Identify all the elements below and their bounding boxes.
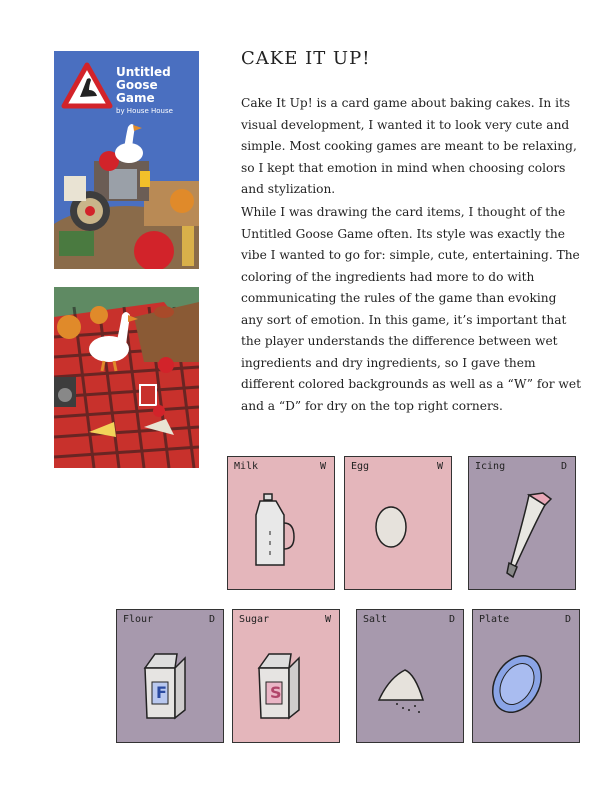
card-tag: W: [324, 614, 331, 625]
card-icing: [468, 456, 576, 590]
card-tag: D: [560, 461, 567, 472]
article-title: CAKE IT UP!: [241, 48, 371, 69]
card-tag: D: [448, 614, 455, 625]
card-salt: [356, 609, 464, 743]
card-flour: [116, 609, 224, 743]
card-name: Milk: [234, 461, 259, 472]
paragraph-style: While I was drawing the card items, I thought of the Untitled Goose Game often. Its style was exactly the vibe I wanted to go for: simple, cute, entertaining. The coloring of the ingredients had more to do with communicating the rules of the game than evoking any sort of emotion. In this game, it’s important that the player understands the difference between wet ingredients and dry ingredients, so I gave them different colored backgrounds as well as a “W” for wet and a “D” for dry on the top right corners.: [241, 205, 581, 413]
card-name: Egg: [351, 461, 370, 472]
card-name: Icing: [475, 461, 506, 472]
goose-picnic-image: [54, 287, 199, 468]
card-milk: [227, 456, 335, 590]
game-title-line2: Goose Game: [116, 78, 158, 105]
card-name: Flour: [123, 614, 154, 625]
card-plate: [472, 609, 580, 743]
flour-bag-icon: [117, 610, 225, 744]
card-tag: W: [319, 461, 326, 472]
sugar-bag-icon: [233, 610, 341, 744]
card-name: Plate: [479, 614, 510, 625]
card-name: Sugar: [239, 614, 270, 625]
card-egg: [344, 456, 452, 590]
milk-jug-icon: [228, 457, 336, 591]
card-sugar: [232, 609, 340, 743]
plate-icon: [473, 610, 581, 744]
card-tag: D: [208, 614, 215, 625]
salt-pile-icon: [357, 610, 465, 744]
flour-bag-label: F: [156, 683, 167, 702]
sugar-bag-label: S: [270, 683, 282, 702]
paragraph-intro: Cake It Up! is a card game about baking cakes. In its visual development, I wanted it to look very cute and simple. Most cooking games are meant to be relaxing, so I kept that emotion in mind when choosing colors and stylization.: [241, 96, 577, 196]
goose-game-cover-image: [54, 51, 199, 269]
game-title-line1: Untitled: [116, 65, 171, 79]
game-byline: by House House: [116, 107, 173, 115]
card-name: Salt: [363, 614, 388, 625]
egg-icon: [345, 457, 453, 591]
card-tag: D: [564, 614, 571, 625]
card-tag: W: [436, 461, 443, 472]
piping-bag-icon: [469, 457, 577, 591]
